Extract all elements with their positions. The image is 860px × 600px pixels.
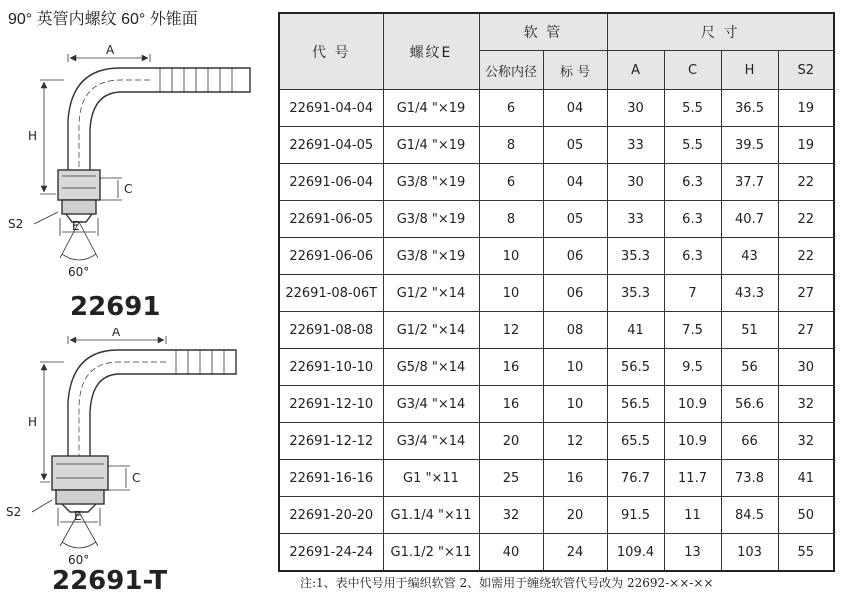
cell-h: 56 (721, 349, 778, 386)
cell-a: 91.5 (607, 497, 664, 534)
cell-code: 22691-16-16 (279, 460, 383, 497)
cell-c: 7.5 (664, 312, 721, 349)
cell-thread: G3/8 "×19 (383, 238, 479, 275)
cell-nominal-id: 20 (479, 423, 543, 460)
cell-a: 41 (607, 312, 664, 349)
header-hose: 软 管 (479, 13, 607, 51)
table-row (279, 423, 834, 460)
cell-dash-size: 16 (543, 460, 607, 497)
cell-thread: G1/4 "×19 (383, 90, 479, 127)
header-s2: S2 (778, 51, 834, 90)
cell-thread: G3/8 "×19 (383, 164, 479, 201)
table-row (279, 238, 834, 275)
header-nominal-id: 公称内径 (479, 51, 543, 90)
fitting-drawing-22691 (0, 40, 270, 280)
dim-e-label: E (72, 219, 80, 233)
cell-dash-size: 24 (543, 534, 607, 572)
spec-table-body (279, 90, 834, 572)
table-row (279, 90, 834, 127)
header-a: A (607, 51, 664, 90)
cell-c: 6.3 (664, 201, 721, 238)
header-c: C (664, 51, 721, 90)
table-row (279, 127, 834, 164)
table-row (279, 497, 834, 534)
cell-dash-size: 08 (543, 312, 607, 349)
cell-a: 56.5 (607, 349, 664, 386)
cell-nominal-id: 16 (479, 349, 543, 386)
cell-dash-size: 12 (543, 423, 607, 460)
cell-c: 9.5 (664, 349, 721, 386)
table-row (279, 534, 834, 572)
cell-thread: G3/8 "×19 (383, 201, 479, 238)
cone-angle-label: 60° (68, 265, 90, 279)
cell-c: 6.3 (664, 164, 721, 201)
dim-s2-label: S2 (8, 217, 24, 231)
cell-s2: 32 (778, 423, 834, 460)
dim-a-label: A (106, 43, 115, 57)
cell-dash-size: 06 (543, 238, 607, 275)
cell-a: 35.3 (607, 275, 664, 312)
cell-c: 7 (664, 275, 721, 312)
cell-c: 10.9 (664, 423, 721, 460)
header-thread: 螺纹E (383, 13, 479, 90)
table-row (279, 349, 834, 386)
cell-dash-size: 10 (543, 386, 607, 423)
table-row (279, 460, 834, 497)
cell-nominal-id: 8 (479, 201, 543, 238)
cell-h: 43.3 (721, 275, 778, 312)
cell-h: 56.6 (721, 386, 778, 423)
model-number-22691: 22691 (70, 292, 161, 322)
fitting-drawing-22691-t (0, 328, 270, 568)
cell-a: 33 (607, 201, 664, 238)
cell-dash-size: 04 (543, 164, 607, 201)
cell-code: 22691-10-10 (279, 349, 383, 386)
dim-c-label: C (124, 182, 133, 196)
cell-code: 22691-12-12 (279, 423, 383, 460)
cell-c: 6.3 (664, 238, 721, 275)
dim-c-label: C (132, 471, 141, 485)
cell-h: 103 (721, 534, 778, 572)
cone-angle-label: 60° (68, 553, 90, 567)
page-title: 90° 英管内螺纹 60° 外锥面 (8, 11, 198, 28)
cell-c: 5.5 (664, 127, 721, 164)
cell-thread: G1/2 "×14 (383, 275, 479, 312)
cell-h: 43 (721, 238, 778, 275)
cell-code: 22691-04-05 (279, 127, 383, 164)
cell-h: 36.5 (721, 90, 778, 127)
cell-thread: G1/2 "×14 (383, 312, 479, 349)
cell-a: 30 (607, 90, 664, 127)
cell-nominal-id: 32 (479, 497, 543, 534)
cell-thread: G1 "×11 (383, 460, 479, 497)
header-h: H (721, 51, 778, 90)
cell-code: 22691-08-06T (279, 275, 383, 312)
cell-a: 30 (607, 164, 664, 201)
cell-thread: G1.1/2 "×11 (383, 534, 479, 572)
cell-a: 76.7 (607, 460, 664, 497)
cell-s2: 22 (778, 238, 834, 275)
cell-h: 51 (721, 312, 778, 349)
cell-nominal-id: 8 (479, 127, 543, 164)
cell-s2: 27 (778, 312, 834, 349)
cell-c: 5.5 (664, 90, 721, 127)
cell-code: 22691-06-06 (279, 238, 383, 275)
cell-a: 35.3 (607, 238, 664, 275)
header-dash-size: 标 号 (543, 51, 607, 90)
cell-c: 10.9 (664, 386, 721, 423)
cell-dash-size: 06 (543, 275, 607, 312)
cell-nominal-id: 16 (479, 386, 543, 423)
table-row (279, 386, 834, 423)
cell-h: 73.8 (721, 460, 778, 497)
cell-dash-size: 05 (543, 201, 607, 238)
cell-s2: 22 (778, 164, 834, 201)
cell-code: 22691-24-24 (279, 534, 383, 572)
cell-a: 56.5 (607, 386, 664, 423)
cell-s2: 27 (778, 275, 834, 312)
cell-h: 84.5 (721, 497, 778, 534)
cell-a: 33 (607, 127, 664, 164)
table-row (279, 201, 834, 238)
cell-code: 22691-04-04 (279, 90, 383, 127)
cell-dash-size: 20 (543, 497, 607, 534)
cell-s2: 19 (778, 127, 834, 164)
footnote: 注:1、表中代号用于编织软管 2、如需用于缠绕软管代号改为 22692-××-×× (300, 576, 714, 590)
cell-thread: G3/4 "×14 (383, 386, 479, 423)
cell-s2: 30 (778, 349, 834, 386)
table-row (279, 164, 834, 201)
cell-s2: 55 (778, 534, 834, 572)
cell-h: 37.7 (721, 164, 778, 201)
cell-nominal-id: 40 (479, 534, 543, 572)
header-dimensions: 尺 寸 (607, 13, 834, 51)
cell-nominal-id: 12 (479, 312, 543, 349)
cell-c: 11.7 (664, 460, 721, 497)
cell-s2: 50 (778, 497, 834, 534)
cell-code: 22691-20-20 (279, 497, 383, 534)
cell-code: 22691-06-05 (279, 201, 383, 238)
cell-code: 22691-08-08 (279, 312, 383, 349)
model-number-22691-t: 22691-T (52, 566, 168, 596)
dim-s2-label: S2 (6, 505, 22, 519)
cell-dash-size: 04 (543, 90, 607, 127)
dim-h-label: H (28, 129, 38, 143)
table-row (279, 312, 834, 349)
dim-e-label: E (74, 509, 82, 523)
dim-h-label: H (28, 415, 38, 429)
header-code: 代 号 (279, 13, 383, 90)
cell-nominal-id: 10 (479, 238, 543, 275)
cell-a: 109.4 (607, 534, 664, 572)
table-row (279, 275, 834, 312)
spec-table (278, 12, 835, 572)
cell-h: 39.5 (721, 127, 778, 164)
cell-nominal-id: 6 (479, 90, 543, 127)
cell-c: 13 (664, 534, 721, 572)
cell-s2: 19 (778, 90, 834, 127)
cell-s2: 41 (778, 460, 834, 497)
cell-dash-size: 05 (543, 127, 607, 164)
cell-h: 40.7 (721, 201, 778, 238)
cell-nominal-id: 25 (479, 460, 543, 497)
cell-a: 65.5 (607, 423, 664, 460)
cell-thread: G3/4 "×14 (383, 423, 479, 460)
dim-a-label: A (112, 328, 121, 339)
cell-thread: G5/8 "×14 (383, 349, 479, 386)
cell-dash-size: 10 (543, 349, 607, 386)
cell-nominal-id: 10 (479, 275, 543, 312)
cell-thread: G1/4 "×19 (383, 127, 479, 164)
cell-thread: G1.1/4 "×11 (383, 497, 479, 534)
cell-nominal-id: 6 (479, 164, 543, 201)
cell-s2: 32 (778, 386, 834, 423)
cell-code: 22691-12-10 (279, 386, 383, 423)
cell-c: 11 (664, 497, 721, 534)
cell-s2: 22 (778, 201, 834, 238)
cell-code: 22691-06-04 (279, 164, 383, 201)
cell-h: 66 (721, 423, 778, 460)
